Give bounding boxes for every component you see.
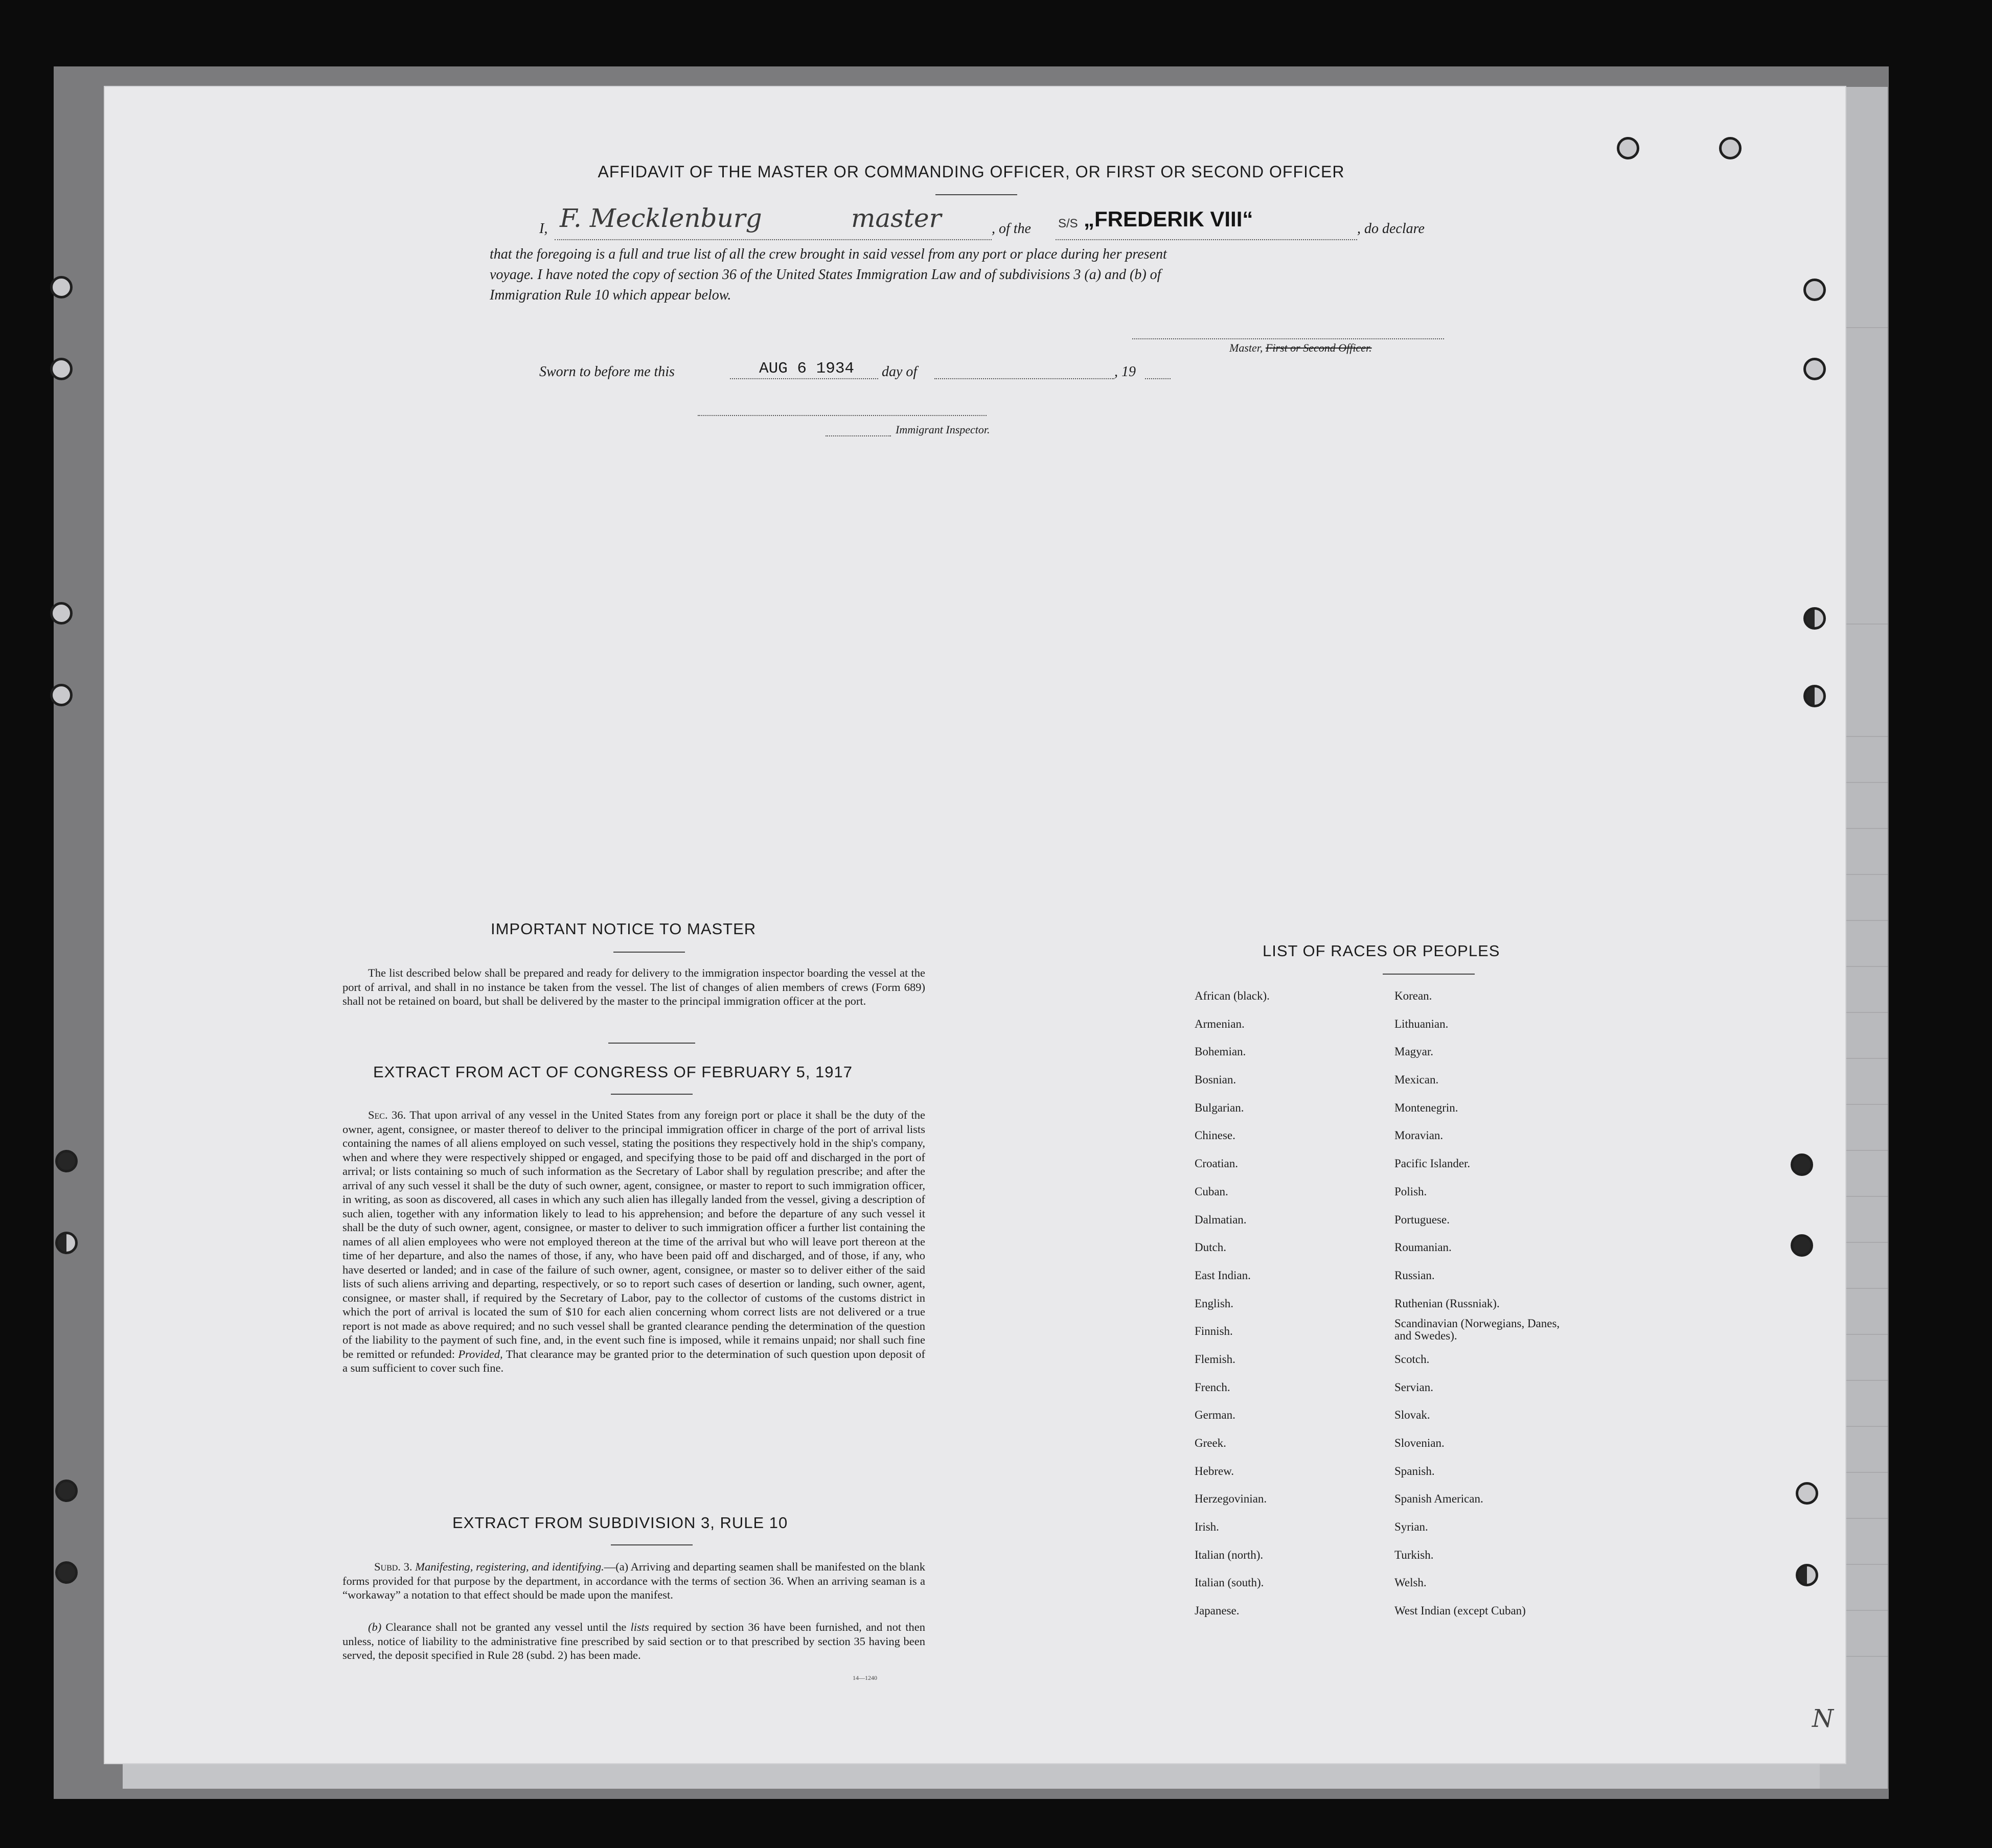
race-item: Bulgarian. [1195, 1101, 1244, 1114]
race-item: French. [1195, 1380, 1230, 1394]
races-left-column [1195, 982, 1270, 1625]
binder-hole [1803, 607, 1826, 630]
races-rule [1383, 974, 1475, 975]
day-of: day of [882, 364, 918, 380]
pencil-mark: N [1812, 1704, 1834, 1733]
sworn-date-stamp: AUG 6 1934 [759, 360, 855, 378]
race-item: Hebrew. [1195, 1464, 1234, 1477]
rule-subd-a-text: Subd. 3. Manifesting, registering, and identifying.—(a) Arriving and departing seamen shall be manifested on the blank forms provided for that purpose by the department, in accordance with the terms of section 36. When an arriving seaman is a “workaway” a notation to that effect should be made upon the manifest. [342, 1560, 926, 1601]
master-caption: Master, First or Second Officer. [1229, 341, 1372, 354]
binder-hole [1803, 685, 1826, 707]
affidavit-do-declare: , do declare [1357, 221, 1425, 237]
race-item: Croatian. [1195, 1157, 1238, 1170]
binder-hole [1796, 1564, 1818, 1586]
vessel-line [1056, 239, 1357, 240]
race-item: Slovenian. [1394, 1437, 1445, 1449]
act-sec36-text: Sec. 36. That upon arrival of any vessel in the United States from any foreign port or place it shall be the duty of the owner, agent, consignee, or master thereof to deliver to the principal immigration officer in charge of the port of arrival lists containing the names of all aliens employed on such vessel, stating the positions they respectively hold in the ship's company, when and where they were respectively shipped or engaged, and specifying those to be paid off and discharged in the port of arrival; or lists containing so much of such information as the Secretary of Labor shall by regulation prescribe; and after the arrival of any such vessel it shall be the duty of such owner, agent, consignee, or master to report to such immigration officer, in writing, as soon as discovered, all cases in which any such alien has illegally landed from the vessel, giving a description of such alien, together with any information likely to lead to his apprehension; and before the departure of any such vessel it shall be the duty of such owner, agent, consignee, or master to deliver to such immigration officer a further list containing the names of all alien employees who were not employed thereon at the time of the arrival but who will leave port thereon at the time of her departure, and also the names of those, if any, who have been paid off and discharged, and of those, if any, who have deserted or landed; and in case of the failure of such owner, agent, consignee, or master so to deliver either of the said lists of such aliens arriving and departing, respectively, or so to report such cases of desertion or landing, such owner, agent, consignee, or master shall, if required by the Secretary of Labor, pay to the collector of customs of the customs district in which the port of arrival is located the sum of $10 for each alien concerning whom correct lists are not delivered or a true report is not made as above required; and no such vessel shall be granted clearance pending the determination of the question of the liability to the payment of such fine, and, in the event such fine is imposed, while it remains unpaid; nor shall such fine be remitted or refunded: Provided, That clearance may be granted prior to the determination of such question upon deposit of a sum sufficient to cover such fine. [342, 1108, 926, 1374]
race-item: Korean. [1394, 989, 1432, 1002]
race-item: Servian. [1394, 1380, 1434, 1394]
notice-rule [613, 952, 685, 953]
vessel-prefix-stamp: S/S [1058, 217, 1078, 230]
binder-hole [50, 684, 73, 706]
binder-hole [1803, 279, 1826, 301]
race-item: West Indian (except Cuban) [1394, 1604, 1526, 1618]
rule-heading-rule [611, 1544, 693, 1545]
act-heading: EXTRACT FROM ACT OF CONGRESS OF FEBRUARY 5, 1917 [373, 1063, 853, 1081]
race-item: Greek. [1195, 1437, 1226, 1449]
race-item: Herzegovinian. [1195, 1492, 1267, 1506]
rule-subd-b-text: (b) Clearance shall not be granted any vessel until the lists required by section 36 have been furnished, and not then unless, notice of liability to the administrative fine prescribed by said section or to that prescribed by section 35 having been served, the deposit specified in Rule 28 (subd. 2) has been made. [342, 1621, 926, 1661]
notice-heading: IMPORTANT NOTICE TO MASTER [491, 920, 757, 938]
race-item: Armenian. [1195, 1017, 1245, 1030]
race-item: Finnish. [1195, 1325, 1233, 1338]
title-rule [935, 194, 1017, 195]
affidavit-line-4: Immigration Rule 10 which appear below. [490, 287, 731, 303]
document-page [105, 87, 1845, 1763]
race-item: Russian. [1394, 1268, 1435, 1282]
binder-hole [1791, 1234, 1813, 1257]
binder-hole [50, 358, 73, 380]
race-item: African (black). [1195, 989, 1270, 1002]
signature-handwritten: F. Mecklenburg [560, 203, 762, 233]
race-item: Pacific Islander. [1394, 1157, 1471, 1170]
race-item: Spanish. [1394, 1464, 1435, 1477]
race-item: Montenegrin. [1394, 1101, 1458, 1114]
race-item: Italian (north). [1195, 1548, 1264, 1561]
race-item: East Indian. [1195, 1268, 1251, 1282]
race-item: Dalmatian. [1195, 1213, 1247, 1226]
notice-bottom-rule [608, 1043, 695, 1044]
year-line [1145, 378, 1171, 379]
race-item: Dutch. [1195, 1241, 1226, 1254]
master-signature-line [1132, 338, 1444, 339]
race-item: Bohemian. [1195, 1045, 1246, 1058]
month-line [934, 378, 1114, 379]
race-item: Scotch. [1394, 1352, 1430, 1366]
binder-hole [1796, 1482, 1818, 1505]
affidavit-i: I, [539, 221, 548, 237]
race-item: Japanese. [1195, 1604, 1240, 1618]
binder-hole [55, 1480, 78, 1502]
race-item: Scandinavian (Norwegians, Danes, and Swedes). [1394, 1317, 1560, 1343]
binder-hole [1791, 1153, 1813, 1176]
sworn-prefix: Sworn to before me this [539, 364, 675, 380]
binder-hole [55, 1561, 78, 1584]
race-item: English. [1195, 1297, 1234, 1310]
race-item: Magyar. [1394, 1045, 1434, 1058]
affidavit-line-3: voyage. I have noted the copy of section 36 of the United States Immigration Law and of subdivisions 3 (a) and (b) of [490, 267, 1161, 283]
name-line [555, 239, 992, 240]
binder-hole [55, 1150, 78, 1172]
form-number: 14—1240 [853, 1674, 877, 1681]
race-item: Polish. [1394, 1185, 1427, 1198]
race-item: Bosnian. [1195, 1073, 1237, 1087]
race-item: Flemish. [1195, 1352, 1235, 1366]
race-item: Slovak. [1394, 1408, 1430, 1422]
rule-heading: EXTRACT FROM SUBDIVISION 3, RULE 10 [452, 1514, 788, 1532]
race-item: Roumanian. [1394, 1241, 1452, 1254]
race-item: Turkish. [1394, 1548, 1434, 1561]
race-item: Italian (south). [1195, 1576, 1264, 1589]
act-rule [611, 1094, 693, 1095]
binder-hole [1803, 358, 1826, 380]
affidavit-of-the: , of the [992, 221, 1031, 237]
race-item: Welsh. [1394, 1576, 1427, 1589]
vessel-name-stamp: „FREDERIK VIII“ [1084, 207, 1253, 231]
race-item: Syrian. [1394, 1520, 1428, 1534]
race-item: Moravian. [1394, 1129, 1444, 1142]
affidavit-line-2: that the foregoing is a full and true list of all the crew brought in said vessel from any port or place during her present [490, 246, 1167, 262]
race-item: Spanish American. [1394, 1492, 1483, 1506]
notice-text: The list described below shall be prepared and ready for delivery to the immigration inspector boarding the vessel at the port of arrival, and shall in no instance be taken from the vessel. The list of changes of alien members of crews (Form 689) shall not be retained on board, but shall be delivered by the master to the principal immigration officer at the port. [342, 966, 925, 1007]
binder-hole [1719, 137, 1742, 159]
binder-hole [1617, 137, 1639, 159]
binder-hole [55, 1232, 78, 1254]
binder-hole [50, 602, 73, 625]
sworn-day-line [730, 378, 878, 379]
year-prefix: , 19 [1114, 364, 1136, 380]
race-item: Mexican. [1394, 1073, 1439, 1087]
races-heading: LIST OF RACES OR PEOPLES [1263, 942, 1500, 960]
race-item: Lithuanian. [1394, 1017, 1449, 1030]
affidavit-title: AFFIDAVIT OF THE MASTER OR COMMANDING OFFICER, OR FIRST OR SECOND OFFICER [598, 163, 1345, 181]
race-item: Portuguese. [1394, 1213, 1450, 1226]
race-item: Irish. [1195, 1520, 1219, 1534]
race-item: Ruthenian (Russniak). [1394, 1297, 1500, 1310]
binder-hole [50, 276, 73, 298]
rank-handwritten: master [851, 203, 942, 233]
race-item: Chinese. [1195, 1129, 1235, 1142]
race-item: German. [1195, 1408, 1235, 1422]
inspector-caption: Immigrant Inspector. [896, 423, 990, 436]
inspector-leader-line [826, 435, 891, 436]
race-item: Cuban. [1195, 1185, 1228, 1198]
races-right-column [1394, 982, 1568, 1625]
inspector-signature-line [698, 415, 987, 416]
